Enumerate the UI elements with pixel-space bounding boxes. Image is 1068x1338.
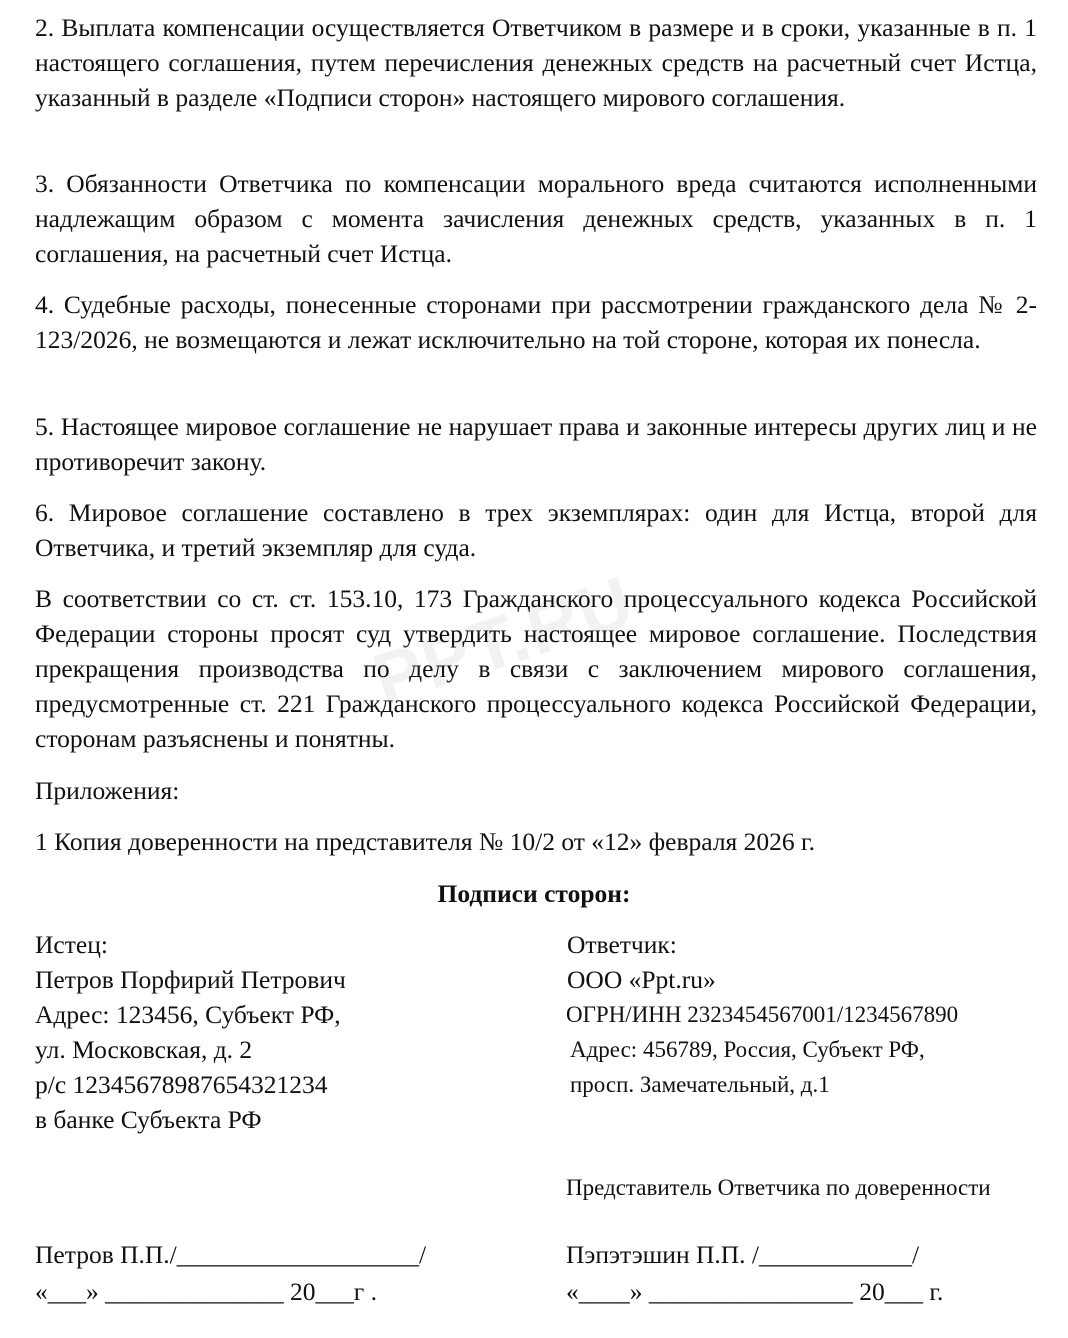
- plaintiff-address-2: ул. Московская, д. 2: [35, 1035, 253, 1064]
- clause-6: 6. Мировое соглашение составлено в трех экземплярах: один для Истца, второй для Ответчика, и третий экземпляр для суда.: [35, 498, 1037, 562]
- clause-5: 5. Настоящее мировое соглашение не нарушает права и законные интересы других лиц и не противоречит закону.: [35, 412, 1037, 476]
- defendant-name: ООО «Ppt.ru»: [567, 965, 716, 994]
- clause-4: 4. Судебные расходы, понесенные сторонами при рассмотрении гражданского дела № 2-123/2026, не возмещаются и лежат исключительно на той стороне, которая их понесла.: [35, 290, 1037, 354]
- attachment-item: 1 Копия доверенности на представителя № 10/2 от «12» февраля 2026 г.: [35, 827, 815, 856]
- plaintiff-name: Петров Порфирий Петрович: [35, 965, 346, 994]
- defendant-address-2: просп. Замечательный, д.1: [570, 1072, 830, 1097]
- defendant-date-line: «____» ________________ 20___ г.: [566, 1277, 944, 1306]
- defendant-representative: Представитель Ответчика по доверенности: [566, 1175, 991, 1200]
- signatures-heading: Подписи сторон:: [437, 879, 631, 908]
- defendant-role: Ответчик:: [567, 930, 677, 959]
- clause-2: 2. Выплата компенсации осуществляется Ответчиком в размере и в сроки, указанные в п. 1 настоящего соглашения, путем перечисления денежных средств на расчетный счет Истца, указанный в разделе «Подписи сторон» настоящего мирового соглашения.: [35, 13, 1037, 112]
- defendant-ogrn: ОГРН/ИНН 2323454567001/1234567890: [566, 1002, 959, 1027]
- clause-3: 3. Обязанности Ответчика по компенсации морального вреда считаются исполненными надлежащим образом с момента зачисления денежных средств, указанных в п. 1 соглашения, на расчетный счет Истца.: [35, 169, 1037, 268]
- defendant-address-1: Адрес: 456789, Россия, Субъект РФ,: [570, 1037, 925, 1062]
- plaintiff-account: р/с 12345678987654321234: [35, 1070, 328, 1099]
- attachments-heading: Приложения:: [35, 776, 180, 805]
- plaintiff-date-line: «___» ______________ 20___г .: [35, 1277, 377, 1306]
- defendant-signature-line: Пэпэтэшин П.П. /____________/: [566, 1240, 920, 1269]
- plaintiff-address-1: Адрес: 123456, Субъект РФ,: [35, 1000, 341, 1029]
- watermark-logo: PPT.RU: [364, 561, 644, 721]
- closing-paragraph: В соответствии со ст. ст. 153.10, 173 Гражданского процессуального кодекса Российской Федерации стороны просят суд утвердить настоящее мировое соглашение. Последствия прекращения производства по делу в связи с заключением мирового соглашения, предусмотренные ст. 221 Гражданского процессуального кодекса Российской Федерации, сторонам разъяснены и понятны.: [35, 584, 1037, 753]
- plaintiff-signature-line: Петров П.П./___________________/: [35, 1240, 427, 1269]
- plaintiff-bank: в банке Субъекта РФ: [35, 1105, 262, 1134]
- plaintiff-role: Истец:: [35, 930, 108, 959]
